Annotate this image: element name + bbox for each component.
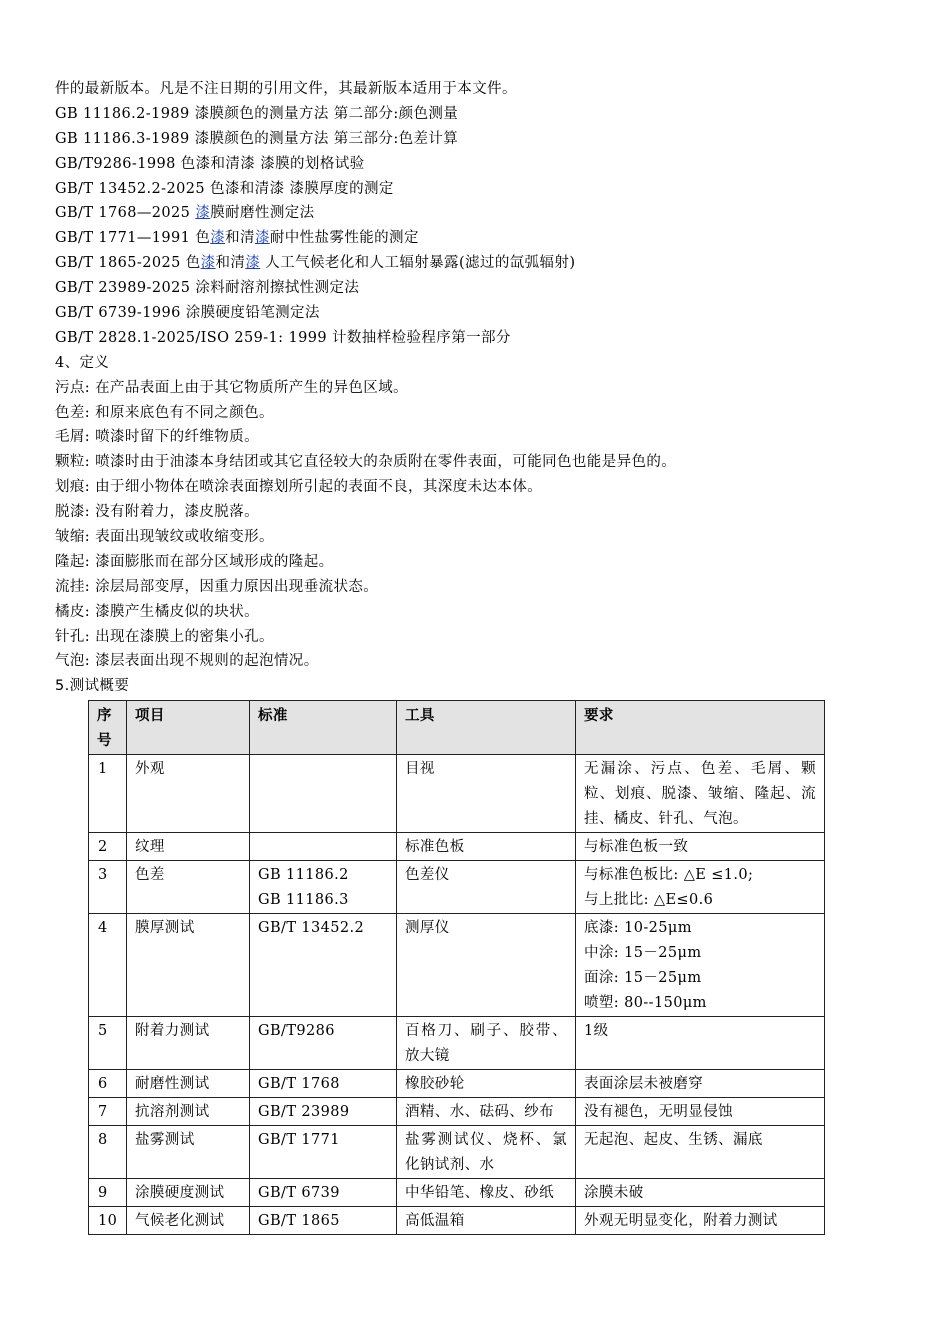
text-segment: 耐中性盐雾性能的测定 <box>269 230 419 247</box>
cell-standard <box>250 1126 397 1179</box>
cell-tool-line: 色差仪 <box>405 867 450 883</box>
text-line <box>55 376 915 401</box>
cell-tool <box>397 1126 576 1179</box>
cell-requirement <box>576 1070 825 1098</box>
cell-standard <box>250 1017 397 1070</box>
cell-standard-line: GB/T9286 <box>258 1023 335 1039</box>
cell-tool-line: 百格刀、刷子、胶带、放大镜 <box>405 1023 567 1064</box>
table-row <box>89 1207 825 1235</box>
cell-tool <box>397 861 576 914</box>
cell-no: 7 <box>89 1098 127 1126</box>
cell-requirement <box>576 1179 825 1207</box>
cell-tool <box>397 833 576 861</box>
header-item: 项目 <box>127 701 250 755</box>
cell-standard <box>250 833 397 861</box>
cell-standard <box>250 914 397 1017</box>
cell-item: 盐雾测试 <box>127 1126 250 1179</box>
cell-item: 抗溶剂测试 <box>127 1098 250 1126</box>
text-segment: GB/T 1768—2025 <box>55 205 196 222</box>
text-line <box>55 102 915 127</box>
cell-tool-line: 目视 <box>405 761 435 777</box>
cell-tool <box>397 755 576 833</box>
text-line <box>55 177 915 202</box>
cell-tool-line: 测厚仪 <box>405 920 450 936</box>
text-segment: 气泡: 漆层表面出现不规则的起泡情况。 <box>55 653 319 670</box>
cell-requirement <box>576 1207 825 1235</box>
section-heading <box>55 674 915 699</box>
cell-item: 色差 <box>127 861 250 914</box>
cell-standard <box>250 1179 397 1207</box>
text-line <box>55 152 915 177</box>
cell-item: 附着力测试 <box>127 1017 250 1070</box>
cell-standard-line: GB/T 1865 <box>258 1213 340 1229</box>
cell-item: 气候老化测试 <box>127 1207 250 1235</box>
table-row <box>89 1098 825 1126</box>
text-segment: 色差: 和原来底色有不同之颜色。 <box>55 404 274 421</box>
cell-tool <box>397 1179 576 1207</box>
table-row <box>89 1126 825 1179</box>
text-line <box>55 351 915 376</box>
text-line <box>55 525 915 550</box>
cell-item: 涂膜硬度测试 <box>127 1179 250 1207</box>
cell-requirement-line: 表面涂层未被磨穿 <box>584 1076 704 1092</box>
cell-item: 纹理 <box>127 833 250 861</box>
text-line <box>55 500 915 525</box>
text-line <box>55 425 915 450</box>
text-segment: GB/T 1771—1991 色 <box>55 230 211 247</box>
cell-requirement-line: 底漆: 10-25μm <box>584 920 692 936</box>
text-segment: 皱缩: 表面出现皱纹或收缩变形。 <box>55 529 274 546</box>
text-segment: 和清 <box>215 255 246 272</box>
cell-requirement <box>576 1098 825 1126</box>
cell-standard-line: GB 11186.3 <box>258 892 349 908</box>
table-row <box>89 861 825 914</box>
cell-standard-line: GB/T 13452.2 <box>258 920 365 936</box>
text-segment: 隆起: 漆面膨胀而在部分区域形成的隆起。 <box>55 553 334 570</box>
cell-requirement-line: 1级 <box>584 1023 609 1039</box>
cell-requirement-line: 无漏涂、污点、色差、毛屑、颗粒、划痕、脱漆、皱缩、隆起、流挂、橘皮、针孔、气泡。 <box>584 761 816 827</box>
table-row <box>89 914 825 1017</box>
text-segment: 脱漆: 没有附着力，漆皮脱落。 <box>55 504 259 521</box>
cell-requirement <box>576 861 825 914</box>
text-segment: GB/T 23989-2025 涂料耐溶剂擦拭性测定法 <box>55 280 360 297</box>
cell-requirement-line: 与标准色板比: △E ≤1.0; <box>584 867 754 883</box>
term-link[interactable]: 漆 <box>200 255 216 272</box>
test-summary-table <box>88 700 825 1235</box>
term-link[interactable]: 漆 <box>254 230 270 247</box>
text-segment: 划痕: 由于细小物体在喷涂表面擦划所引起的表面不良，其深度未达本体。 <box>55 479 543 496</box>
text-segment: GB/T 2828.1-2025/ISO 259-1: 1999 计数抽样检验程序第一部分 <box>55 329 511 346</box>
cell-requirement-line: 面涂: 15－25μm <box>584 970 702 986</box>
table-row <box>89 833 825 861</box>
text-line <box>55 600 915 625</box>
text-segment: GB/T 6739-1996 涂膜硬度铅笔测定法 <box>55 305 320 322</box>
text-line <box>55 276 915 301</box>
cell-requirement <box>576 1017 825 1070</box>
table-row <box>89 1017 825 1070</box>
text-line <box>55 450 915 475</box>
text-line <box>55 401 915 426</box>
text-segment: 毛屑: 喷漆时留下的纤维物质。 <box>55 429 259 446</box>
text-line <box>55 625 915 650</box>
table-header-row <box>89 701 825 755</box>
text-segment: GB/T 13452.2-2025 色漆和清漆 漆膜厚度的测定 <box>55 180 394 197</box>
text-line <box>55 550 915 575</box>
cell-requirement-line: 与标准色板一致 <box>584 839 689 855</box>
cell-tool <box>397 1207 576 1235</box>
cell-no: 8 <box>89 1126 127 1179</box>
text-segment: 人工气候老化和人工辐射暴露(滤过的氙弧辐射) <box>260 255 576 272</box>
cell-standard-line: GB/T 6739 <box>258 1185 340 1201</box>
text-segment: 5.测试概要 <box>55 678 130 695</box>
header-tool: 工具 <box>397 701 576 755</box>
cell-requirement <box>576 755 825 833</box>
cell-item: 膜厚测试 <box>127 914 250 1017</box>
table-row <box>89 1179 825 1207</box>
text-line <box>55 326 915 351</box>
cell-requirement-line: 与上批比: △E≤0.6 <box>584 892 714 908</box>
text-line <box>55 251 915 276</box>
text-segment: 和清 <box>225 230 255 247</box>
table-row <box>89 1070 825 1098</box>
cell-requirement-line: 中涂: 15－25μm <box>584 945 702 961</box>
cell-requirement-line: 涂膜未破 <box>584 1185 644 1201</box>
text-segment: GB/T9286-1998 色漆和清漆 漆膜的划格试验 <box>55 155 365 172</box>
cell-requirement-line: 喷塑: 80--150μm <box>584 995 707 1011</box>
cell-requirement-line: 无起泡、起皮、生锈、漏底 <box>584 1132 763 1148</box>
cell-item: 耐磨性测试 <box>127 1070 250 1098</box>
cell-requirement-line: 没有褪色，无明显侵蚀 <box>584 1104 733 1120</box>
cell-item: 外观 <box>127 755 250 833</box>
cell-no: 1 <box>89 755 127 833</box>
header-standard: 标准 <box>250 701 397 755</box>
cell-no: 3 <box>89 861 127 914</box>
cell-tool <box>397 1098 576 1126</box>
cell-tool-line: 标准色板 <box>405 839 465 855</box>
text-line <box>55 575 915 600</box>
text-segment: 橘皮: 漆膜产生橘皮似的块状。 <box>55 603 259 620</box>
cell-tool-line: 盐雾测试仪、烧杯、氯化钠试剂、水 <box>405 1132 567 1173</box>
cell-requirement <box>576 914 825 1017</box>
cell-tool <box>397 1017 576 1070</box>
text-segment: 4、定义 <box>55 354 110 371</box>
cell-standard-line: GB/T 23989 <box>258 1104 350 1120</box>
cell-standard <box>250 861 397 914</box>
cell-standard <box>250 755 397 833</box>
cell-standard <box>250 1098 397 1126</box>
text-segment: 污点: 在产品表面上由于其它物质所产生的异色区域。 <box>55 379 408 396</box>
text-segment: GB 11186.2-1989 漆膜颜色的测量方法 第二部分:颜色测量 <box>55 105 459 122</box>
cell-tool <box>397 914 576 1017</box>
text-segment: 膜耐磨性测定法 <box>210 205 315 222</box>
text-line <box>55 226 915 251</box>
text-segment: 颗粒: 喷漆时由于油漆本身结团或其它直径较大的杂质附在零件表面，可能同色也能是异色的。 <box>55 454 677 471</box>
cell-tool-line: 酒精、水、砝码、纱布 <box>405 1104 554 1120</box>
text-line <box>55 301 915 326</box>
cell-no: 4 <box>89 914 127 1017</box>
cell-no: 2 <box>89 833 127 861</box>
text-line <box>55 77 915 102</box>
cell-standard <box>250 1207 397 1235</box>
text-line <box>55 201 915 226</box>
text-segment: GB/T 1865-2025 色 <box>55 255 201 272</box>
cell-tool-line: 中华铅笔、橡皮、砂纸 <box>405 1185 554 1201</box>
term-link[interactable]: 漆 <box>245 255 261 272</box>
cell-tool-line: 橡胶砂轮 <box>405 1076 465 1092</box>
cell-no: 5 <box>89 1017 127 1070</box>
header-requirement: 要求 <box>576 701 825 755</box>
cell-no: 6 <box>89 1070 127 1098</box>
text-segment: GB 11186.3-1989 漆膜颜色的测量方法 第三部分:色差计算 <box>55 130 459 147</box>
cell-tool <box>397 1070 576 1098</box>
header-no: 序号 <box>89 701 127 755</box>
cell-requirement-line: 外观无明显变化，附着力测试 <box>584 1213 778 1229</box>
cell-requirement <box>576 1126 825 1179</box>
text-body <box>55 77 915 699</box>
text-segment: 流挂: 涂层局部变厚，因重力原因出现垂流状态。 <box>55 578 379 595</box>
cell-no: 9 <box>89 1179 127 1207</box>
cell-standard-line: GB/T 1771 <box>258 1132 340 1148</box>
text-segment: 针孔: 出现在漆膜上的密集小孔。 <box>55 628 274 645</box>
table-row <box>89 755 825 833</box>
text-line <box>55 127 915 152</box>
term-link[interactable]: 漆 <box>195 205 211 222</box>
cell-no: 10 <box>89 1207 127 1235</box>
cell-tool-line: 高低温箱 <box>405 1213 465 1229</box>
cell-standard-line: GB/T 1768 <box>258 1076 340 1092</box>
cell-standard <box>250 1070 397 1098</box>
text-line <box>55 475 915 500</box>
term-link[interactable]: 漆 <box>210 230 226 247</box>
text-line <box>55 649 915 674</box>
cell-requirement <box>576 833 825 861</box>
cell-standard-line: GB 11186.2 <box>258 867 349 883</box>
text-segment: 件的最新版本。凡是不注日期的引用文件，其最新版本适用于本文件。 <box>55 81 517 97</box>
